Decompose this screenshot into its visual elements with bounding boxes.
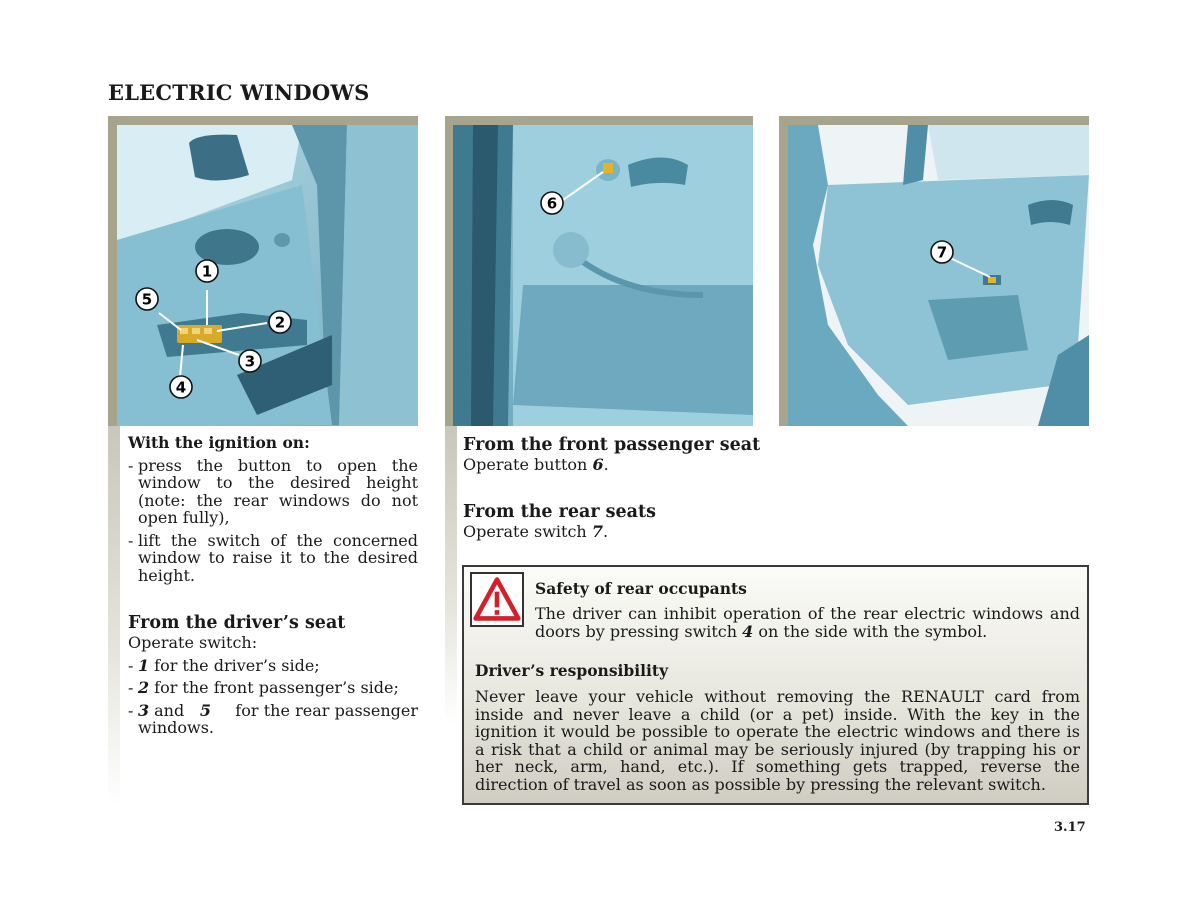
safety-text-end: on the side with the symbol. <box>758 621 988 641</box>
bullet-raise-text: lift the switch of the concerned window to raise it to the desired height. <box>138 530 418 585</box>
rear-door-photo-frame <box>779 116 1089 426</box>
passenger-door-photo-frame <box>445 116 753 426</box>
warning-triangle-icon <box>470 572 524 627</box>
switch-ref-4: 4 <box>742 621 754 641</box>
column-shade-left <box>108 426 120 806</box>
safety-heading: Safety of rear occupants <box>535 579 747 598</box>
safety-warning-box <box>462 565 1089 805</box>
column-shade-middle <box>445 426 457 726</box>
responsibility-text: Never leave your vehicle without removing the RENAULT card from inside and never leave a child (or a pet) inside. With the key in the ignition it would be possible to operate the electric windows and there is a risk that a child or animal may be seriously injured (by trapping his or her neck, arm, hand, etc.). If something gets trapped, reverse the direction of travel as soon as possible by pressing the relevant switch. <box>475 687 1080 794</box>
ignition-heading: With the ignition on: <box>128 433 310 452</box>
page-number: 3.17 <box>1054 820 1086 835</box>
responsibility-heading: Driver’s responsibility <box>475 661 669 680</box>
callout-2: 2 <box>274 313 286 332</box>
rear-seats-heading: From the rear seats <box>463 501 656 522</box>
switch-ref-1: 1 <box>138 655 150 675</box>
front-passenger-heading: From the front passenger seat <box>463 435 761 455</box>
driver-door-photo <box>117 125 418 426</box>
list-item: - lift the switch of the concerned window to raise it to the desired height. <box>128 530 418 585</box>
front-passenger-text: Operate button <box>463 455 588 474</box>
switch-ref-7: 7 <box>591 521 603 541</box>
callout-1: 1 <box>201 262 213 281</box>
callout-3: 3 <box>244 352 256 371</box>
switch-desc-3: for the rear passenger windows. <box>138 700 418 737</box>
switch-and: and <box>154 700 185 720</box>
driver-seat-heading: From the driver’s seat <box>128 613 346 633</box>
rear-door-photo <box>788 125 1089 426</box>
safety-text <box>535 605 1080 640</box>
switch-ref-2: 2 <box>138 678 150 697</box>
callout-7: 7 <box>936 243 948 262</box>
list-item: - press the button to open the window to the desired height (note: the rear windows do not open fully), <box>128 455 418 527</box>
list-item: - 3 and 5 for the rear passenger windows. <box>128 700 418 737</box>
switch-desc-1: for the driver’s side; <box>154 655 320 675</box>
list-item: - 2 for the front passenger’s side; <box>128 679 418 697</box>
switch-ref-3: 3 <box>138 700 150 720</box>
safety-text-start: The driver can inhibit operation of the rear electric windows and doors by pressing switch <box>535 604 1080 641</box>
passenger-door-photo <box>453 125 753 426</box>
driver-instructions <box>128 434 418 737</box>
bullet-open-text: press the button to open the window to the desired height (note: the rear windows do not open fully), <box>138 455 418 527</box>
rear-seats-text: Operate switch <box>463 521 587 541</box>
driver-door-photo-frame <box>108 116 418 426</box>
callout-5: 5 <box>141 290 153 309</box>
switch-desc-2: for the front passenger’s side; <box>154 678 399 697</box>
passenger-instructions: From the front passenger seat Operate button 6. From the rear seats Operate switch 7. <box>463 434 1088 540</box>
switch-ref-5: 5 <box>199 700 212 720</box>
button-ref-6: 6 <box>592 455 604 474</box>
callout-4: 4 <box>175 378 187 397</box>
list-item: - 1 for the driver’s side; <box>128 657 418 675</box>
driver-seat-intro: Operate switch: <box>128 633 258 652</box>
callout-6: 6 <box>546 194 558 213</box>
page-title: ELECTRIC WINDOWS <box>108 80 370 105</box>
